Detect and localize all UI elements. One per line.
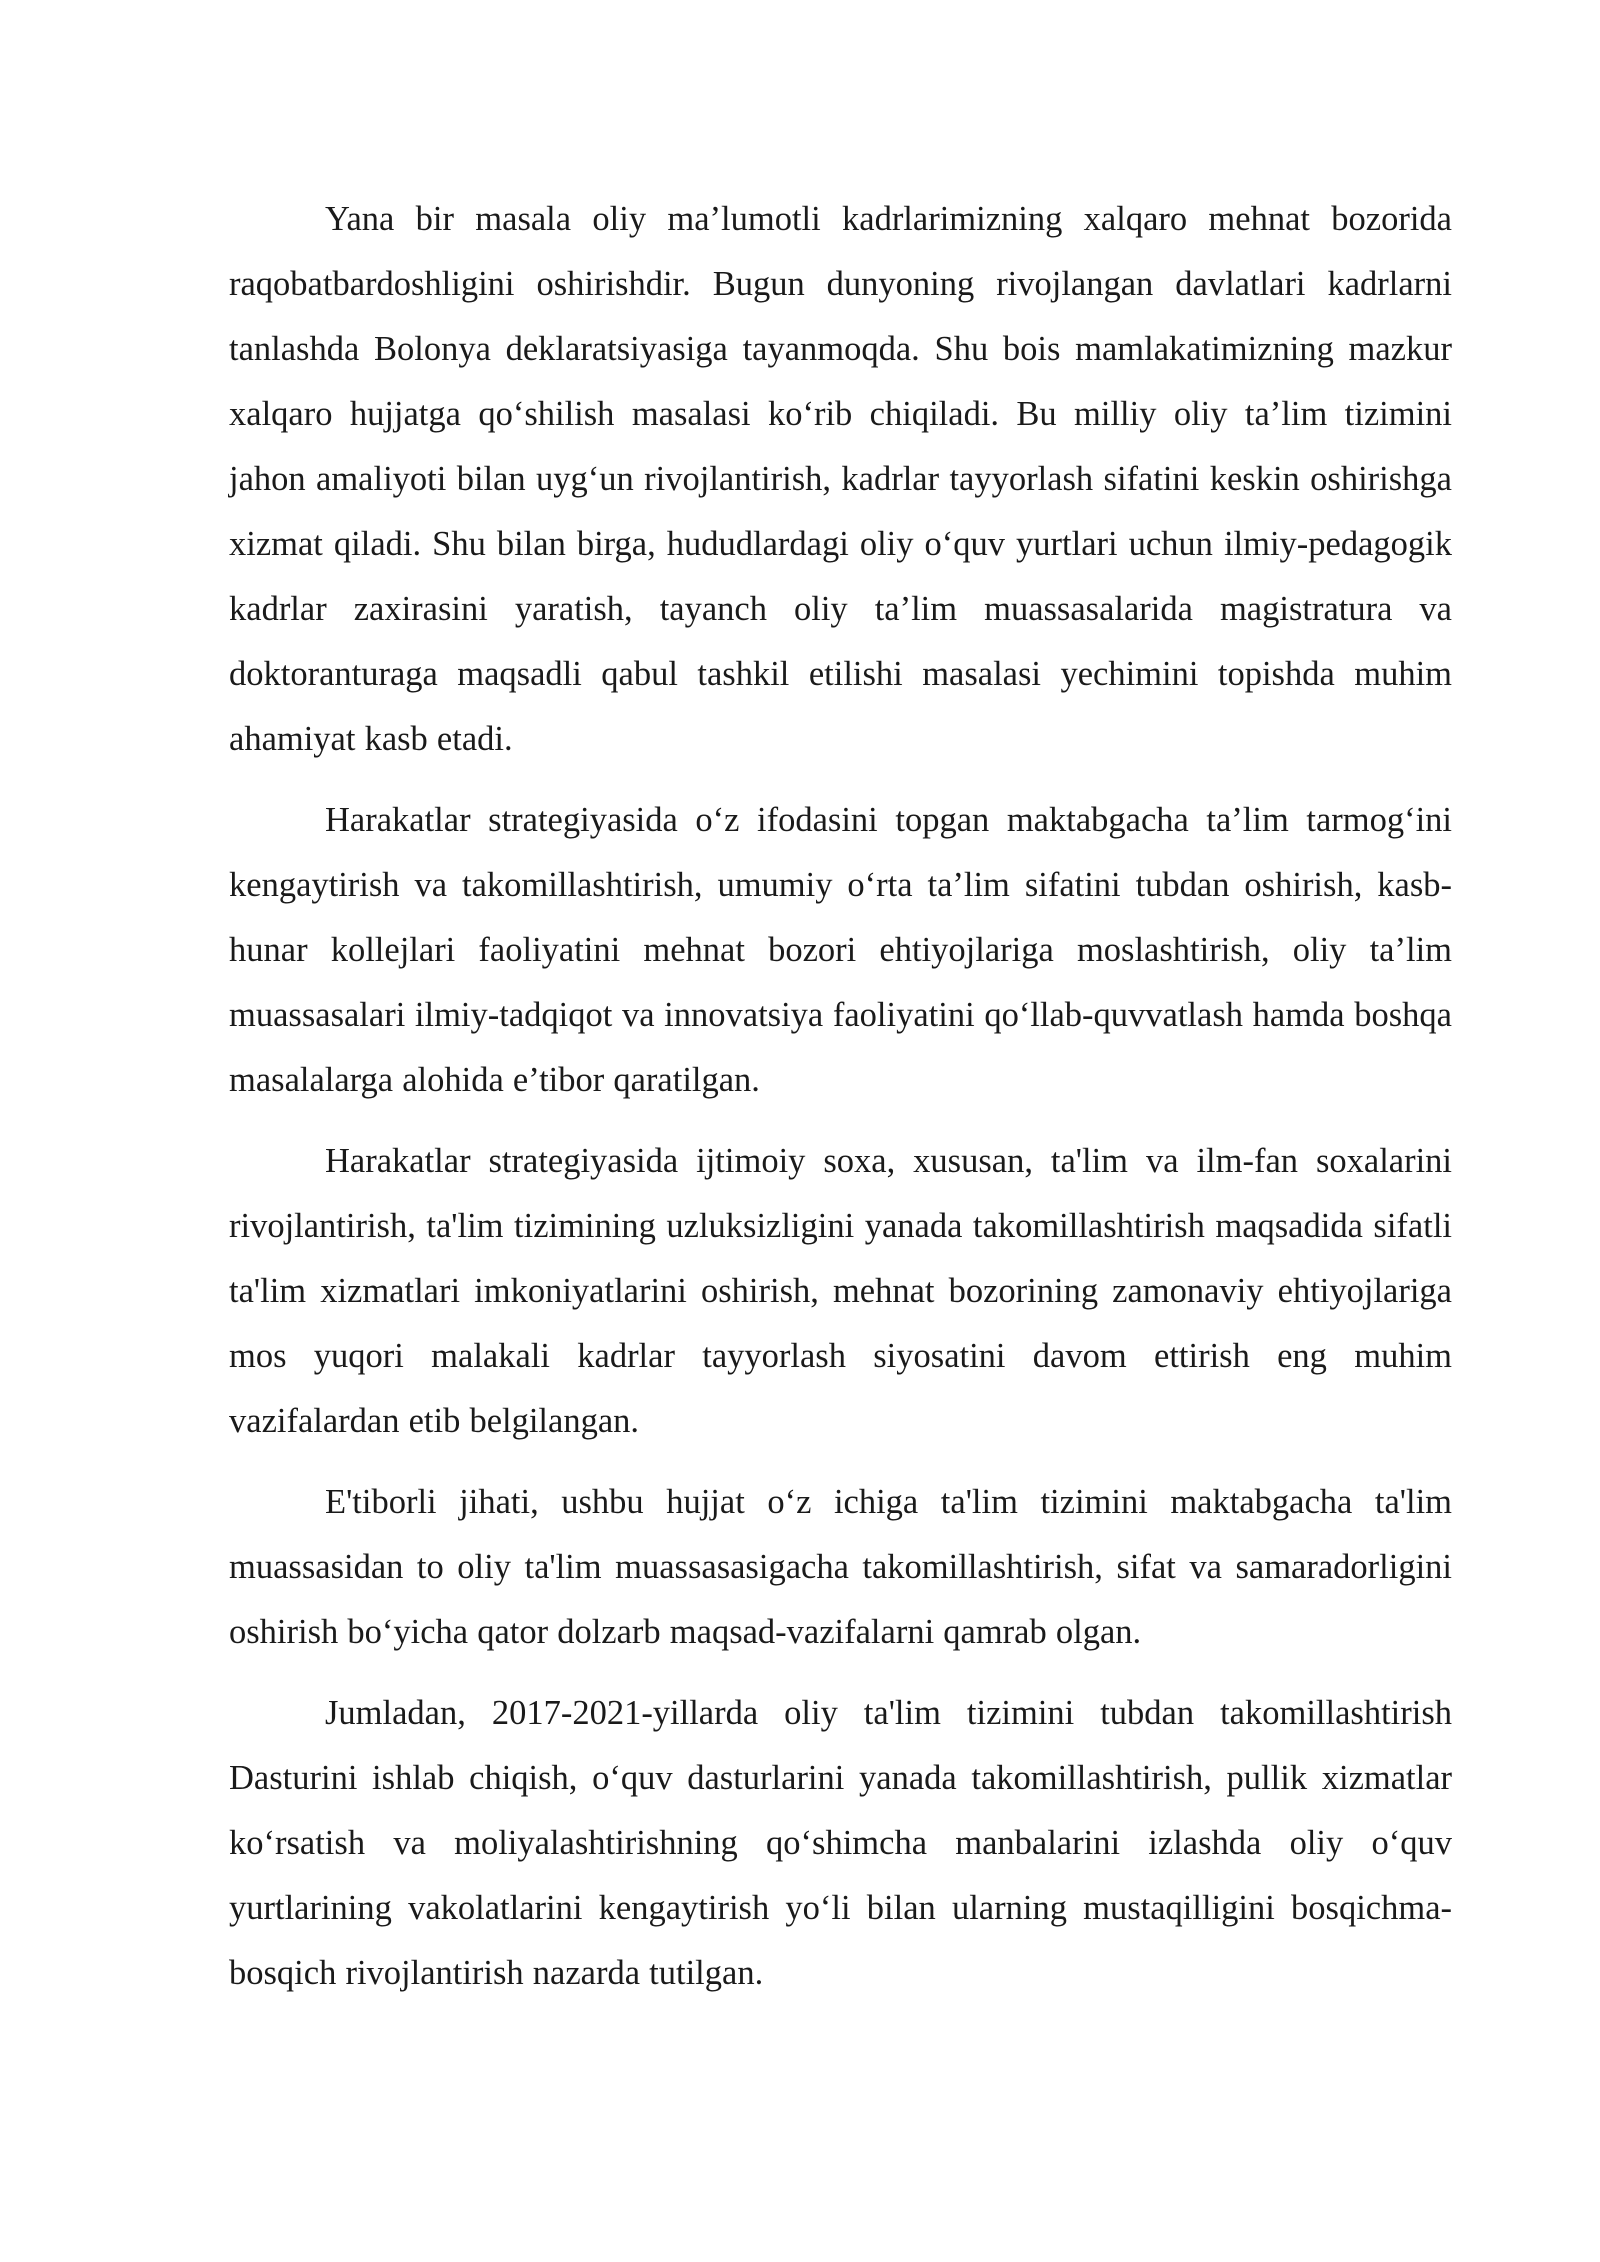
paragraph-4: E'tiborli jihati, ushbu hujjat o‘z ichiga ta'lim tizimini maktabgacha ta'lim muassasidan to oliy ta'lim muassasasigacha takomillashtirish, sifat va samaradorligini oshirish bo‘yicha qator dolzarb maqsad-vazifalarni qamrab olgan. xyxy=(229,1483,1452,1651)
paragraph-5: Jumladan, 2017-2021-yillarda oliy ta'lim tizimini tubdan takomillashtirish Dasturini ishlab chiqish, o‘quv dasturlarini yanada takomillashtirish, pullik xizmatlar ko‘rsatish va moliyalashtirishning qo‘shimcha manbalarini izlashda oliy o‘quv yurtlarining vakolatlarini kengaytirish yo‘li bilan ularning mustaqilligini bosqichma-bosqich rivojlantirish nazarda tutilgan. xyxy=(229,1694,1452,1992)
body-text xyxy=(229,187,1452,2022)
paragraph-2: Harakatlar strategiyasida o‘z ifodasini topgan maktabgacha ta’lim tarmog‘ini kengaytirish va takomillashtirish, umumiy o‘rta ta’lim sifatini tubdan oshirish, kasb-hunar kollejlari faoliyatini mehnat bozori ehtiyojlariga moslashtirish, oliy ta’lim muassasalari ilmiy-tadqiqot va innovatsiya faoliyatini qo‘llab-quvvatlash hamda boshqa masalalarga alohida e’tibor qaratilgan. xyxy=(229,801,1452,1099)
paragraph-3: Harakatlar strategiyasida ijtimoiy soxa, xususan, ta'lim va ilm-fan soxalarini rivojlantirish, ta'lim tizimining uzluksizligini yanada takomillashtirish maqsadida sifatli ta'lim xizmatlari imkoniyatlarini oshirish, mehnat bozorining zamonaviy ehtiyojlariga mos yuqori malakali kadrlar tayyorlash siyosatini davom ettirish eng muhim vazifalardan etib belgilangan. xyxy=(229,1142,1452,1440)
paragraph-1: Yana bir masala oliy ma’lumotli kadrlarimizning xalqaro mehnat bozorida raqobatbardoshligini oshirishdir. Bugun dunyoning rivojlangan davlatlari kadrlarni tanlashda Bolonya deklaratsiyasiga tayanmoqda. Shu bois mamlakatimizning mazkur xalqaro hujjatga qo‘shilish masalasi ko‘rib chiqiladi. Bu milliy oliy ta’lim tizimini jahon amaliyoti bilan uyg‘un rivojlantirish, kadrlar tayyorlash sifatini keskin oshirishga xizmat qiladi. Shu bilan birga, hududlardagi oliy o‘quv yurtlari uchun ilmiy-pedagogik kadrlar zaxirasini yaratish, tayanch oliy ta’lim muassasalarida magistratura va doktoranturaga maqsadli qabul tashkil etilishi masalasi yechimini topishda muhim ahamiyat kasb etadi. xyxy=(229,200,1452,758)
